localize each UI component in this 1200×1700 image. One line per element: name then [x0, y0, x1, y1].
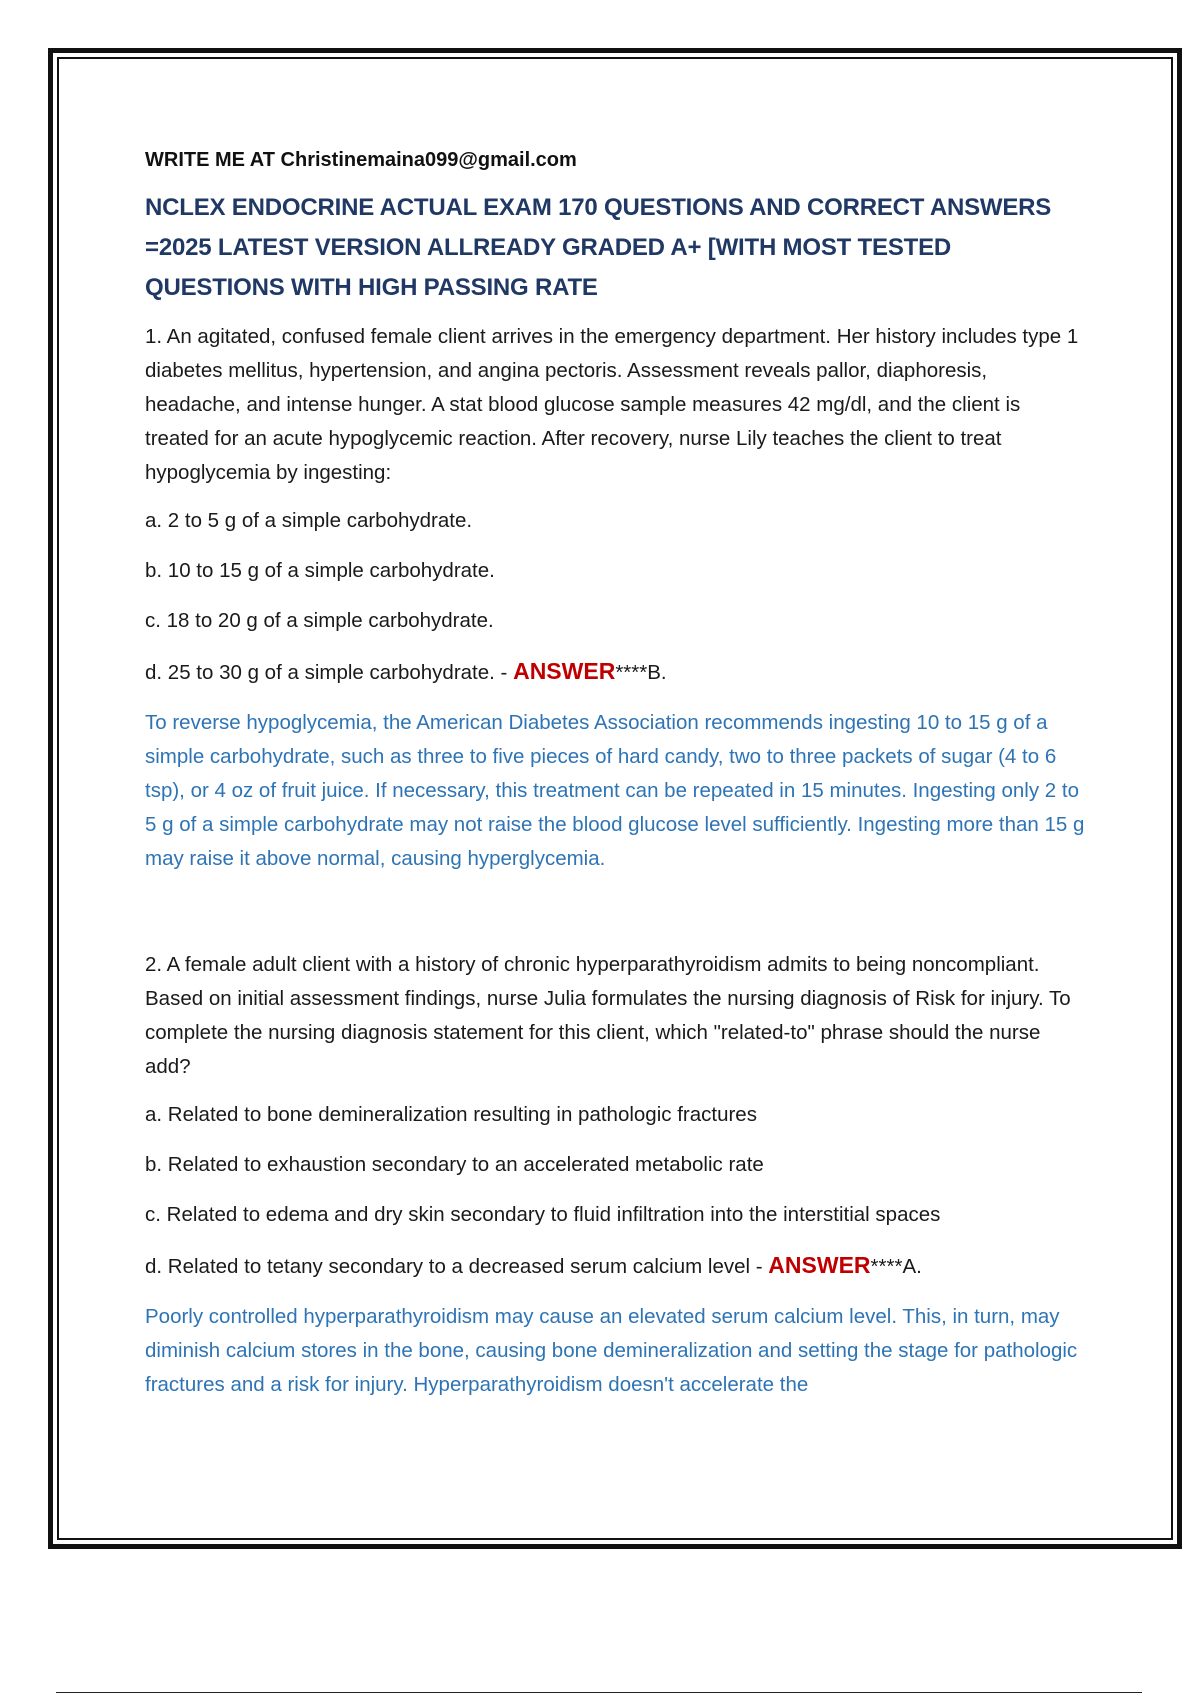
question-1 — [145, 320, 1085, 876]
option-d: d. Related to tetany secondary to a decreased serum calcium level - — [145, 1255, 769, 1278]
answer-label: ANSWER — [513, 658, 616, 684]
option-b: b. Related to exhaustion secondary to an accelerated metabolic rate — [145, 1153, 764, 1176]
rationale-text: To reverse hypoglycemia, the American Diabetes Association recommends ingesting 10 to 15 g of a simple carbohydrate, such as three to five pieces of hard candy, two to three packets of sugar (4 to 6 tsp), or 4 oz of fruit juice. If necessary, this treatment can be repeated in 15 minutes. Ingesting only 2 to 5 g of a simple carbohydrate may not raise the blood glucose level sufficiently. Ingesting more than 15 g may raise it above normal, causing hyperglycemia. — [145, 711, 1085, 870]
document-title: NCLEX ENDOCRINE ACTUAL EXAM 170 QUESTIONS AND CORRECT ANSWERS =2025 LATEST VERSION ALLREADY GRADED A+ [WITH MOST TESTED QUESTIONS WITH HIGH PASSING RATE — [145, 194, 1052, 301]
option-a: a. Related to bone demineralization resulting in pathologic fractures — [145, 1103, 757, 1126]
question-text: 1. An agitated, confused female client arrives in the emergency department. Her history includes type 1 diabetes mellitus, hypertension, and angina pectoris. Assessment reveals pallor, diaphoresis, headache, and intense hunger. A stat blood glucose sample measures 42 mg/dl, and the client is treated for an acute hypoglycemic reaction. After recovery, nurse Lily teaches the client to treat hypoglycemia by ingesting: — [145, 325, 1079, 484]
question-text: 2. A female adult client with a history of chronic hyperparathyroidism admits to being noncompliant. Based on initial assessment findings, nurse Julia formulates the nursing diagnosis of Risk for injury. To complete the nursing diagnosis statement for this client, which "related-to" phrase should the nurse add? — [145, 953, 1071, 1078]
question-2 — [145, 948, 1085, 1402]
option-d: d. 25 to 30 g of a simple carbohydrate. - — [145, 661, 514, 684]
answer-value: ****A. — [870, 1255, 922, 1278]
footer-divider — [56, 1692, 1142, 1693]
option-b: b. 10 to 15 g of a simple carbohydrate. — [145, 559, 495, 582]
answer-value: ****B. — [615, 661, 667, 684]
section-spacer — [145, 876, 1085, 948]
contact-line: WRITE ME AT Christinemaina099@gmail.com — [145, 149, 577, 171]
option-d-with-answer — [145, 654, 1085, 690]
option-d-with-answer — [145, 1248, 1085, 1284]
answer-label: ANSWER — [768, 1252, 871, 1278]
option-c: c. 18 to 20 g of a simple carbohydrate. — [145, 609, 494, 632]
option-a: a. 2 to 5 g of a simple carbohydrate. — [145, 509, 473, 532]
rationale-text: Poorly controlled hyperparathyroidism may cause an elevated serum calcium level. This, in turn, may diminish calcium stores in the bone, causing bone demineralization and setting the stage for pathologic fractures and a risk for injury. Hyperparathyroidism doesn't accelerate the — [145, 1305, 1078, 1396]
document-body — [145, 140, 1085, 1402]
option-c: c. Related to edema and dry skin secondary to fluid infiltration into the interstitial spaces — [145, 1203, 941, 1226]
